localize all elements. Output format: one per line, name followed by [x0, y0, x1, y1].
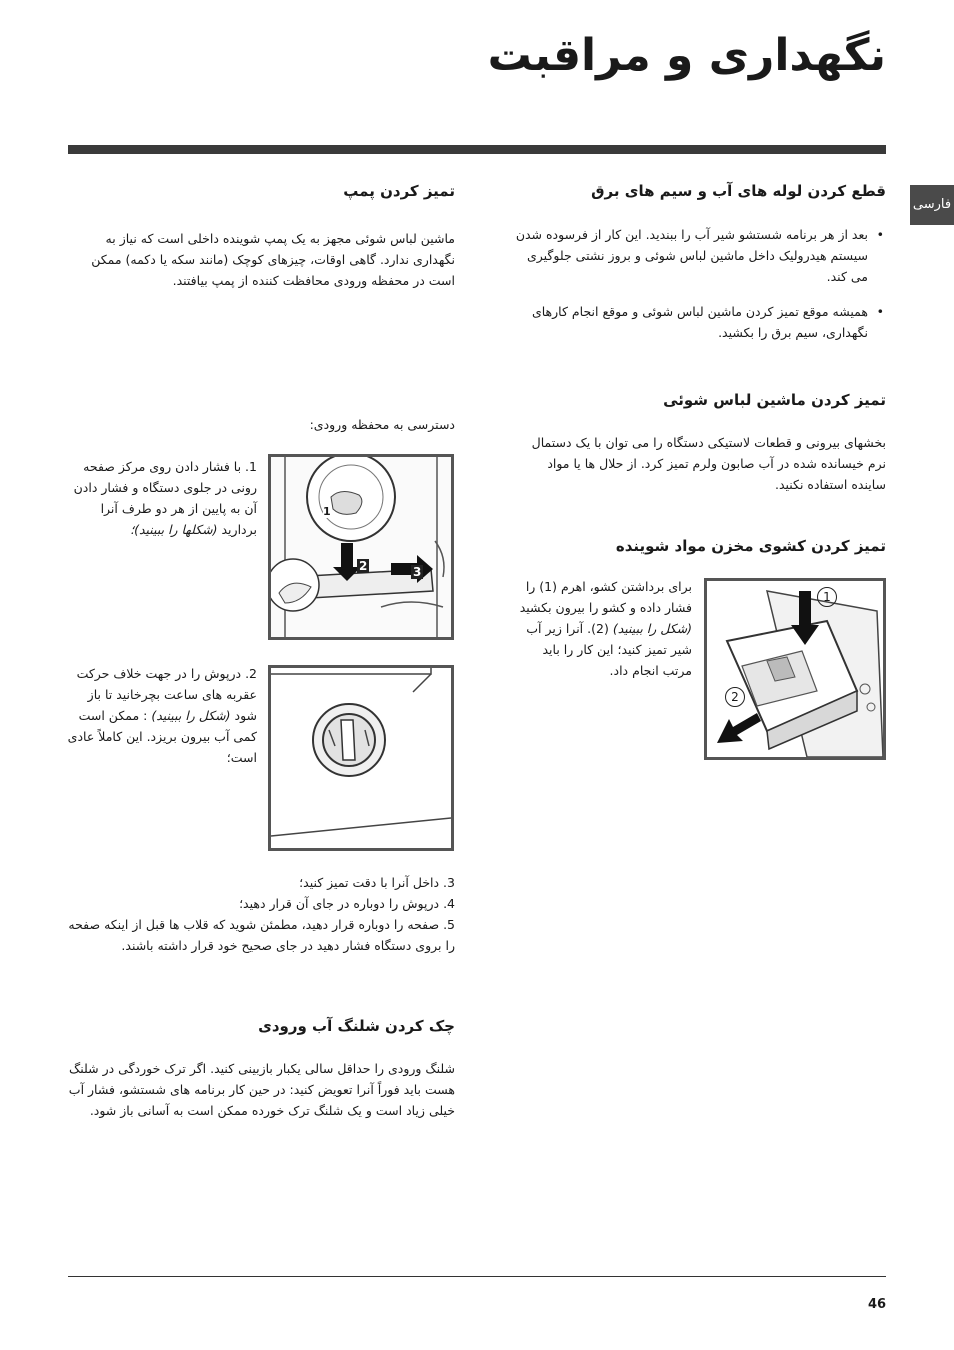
- panel-removal-illustration: [271, 457, 451, 637]
- pump-step-2: [67, 663, 257, 768]
- figure1-callout-3: 3: [413, 565, 422, 579]
- pump-step-3: 3. داخل آنرا با دقت تمیز کنید؛: [299, 875, 455, 890]
- pump-figure-1: [268, 454, 454, 640]
- top-divider: [68, 145, 886, 154]
- clean-drawer-text: [512, 576, 692, 681]
- heading-clean-drawer: تمیز کردن کشوی مخزن مواد شوینده: [615, 537, 886, 555]
- step2-text: 2. درپوش را در جهت خلاف حرکت عقربه های ساعت بچرخانید تا باز شود: [76, 666, 257, 723]
- pump-figure-2: [268, 665, 454, 851]
- clean-machine-text: بخشهای بیرونی و قطعات لاستیکی دستگاه را می توان با یک دستمال نرم خیسانده شده در آب صابون ولرم تمیز کرد. از حلال ها یا مواد ساینده استفاده نکنید.: [531, 435, 886, 492]
- drawer-text-before: برای برداشتن کشو، اهرم (1) را فشار داده و کشو را بیرون بکشید: [519, 579, 692, 615]
- page-title: نگهداری و مراقبت: [487, 30, 886, 81]
- drawer-figure: [704, 578, 886, 760]
- access-label: دسترسی به محفظه ورودی:: [309, 417, 455, 432]
- supply-bullet-list: [508, 224, 886, 357]
- step1-text: 1. با فشار دادن روی مرکز صفحه رونی در جلوی دستگاه و فشار دادن آن به پایین از هر دو طرف آنرا بردارید: [73, 459, 257, 537]
- language-tab: فارسی: [910, 185, 954, 225]
- heading-disconnect-supply: قطع کردن لوله های آب و سیم های برق: [591, 182, 886, 200]
- pump-step-4: 4. درپوش را دوباره در جای آن قرار دهید؛: [239, 896, 455, 911]
- drawer-figure-ref: (شکل را ببینید): [612, 621, 692, 636]
- heading-check-hose: چک کردن شلنگ آب ورودی: [258, 1017, 455, 1035]
- pump-step-1: [67, 456, 257, 540]
- check-hose-text: شلنگ ورودی را حداقل سالی یکبار بازبینی کنید. اگر ترک خوردگی در شلنگ هست باید فوراً آنرا تعویض کنید: در حین کار برنامه های شستشو، فشار آب خیلی زیاد است و یک شلنگ ترک خورده ممکن است به آسانی باز شود.: [68, 1061, 455, 1118]
- figure1-callout-1: 1: [323, 505, 331, 518]
- heading-clean-pump: تمیز کردن پمپ: [343, 182, 455, 200]
- drawer-text-after: (2). آنرا زیر آب شیر تمیز کنید؛ این کار را باید مرتب انجام داد.: [526, 621, 692, 678]
- step1-figure-ref: (شکلها را ببینید)؛: [130, 522, 218, 537]
- drawer-callout-1: 1: [817, 587, 837, 607]
- clean-pump-text: ماشین لباس شوئی مجهز به یک پمپ شوینده داخلی است که نیاز به نگهداری ندارد. گاهی اوقات، چیزهای کوچک (مانند سکه یا دکمه) ممکن است در محفظه ورودی محافظت کننده از پمپ بیافتند.: [91, 231, 455, 288]
- page-number: 46: [868, 1297, 887, 1312]
- pump-steps-rest: [68, 872, 455, 956]
- step2-figure-ref: (شکل را ببینید): [151, 708, 231, 723]
- pump-cover-illustration: [271, 668, 451, 848]
- supply-bullet-1: • بعد از هر برنامه شستشو شیر آب را ببندید. این کار از فرسوده شدن سیستم هیدرولیک داخل ماشین لباس شوئی و بروز نشتی جلوگیری می کند.: [508, 224, 868, 287]
- supply-bullet-2: • همیشه موقع تمیز کردن ماشین لباس شوئی و موقع انجام کارهای نگهداری، سیم برق را بکشید.: [508, 301, 868, 343]
- drawer-illustration: [707, 581, 883, 757]
- heading-clean-machine: تمیز کردن ماشین لباس شوئی: [663, 391, 886, 409]
- drawer-callout-2: 2: [725, 687, 745, 707]
- figure1-callout-2: 2: [359, 559, 368, 573]
- bottom-divider: [68, 1276, 886, 1277]
- pump-step-5: 5. صفحه را دوباره قرار دهید، مطمئن شوید که قلاب ها قبل از اینکه صفحه را بروی دستگاه فشار دهید در جای صحیح خود قرار داشته باشند.: [68, 917, 455, 953]
- step2-tail: : ممکن است کمی آب بیرون بریزد. این کاملاً عادی است؛: [67, 708, 257, 765]
